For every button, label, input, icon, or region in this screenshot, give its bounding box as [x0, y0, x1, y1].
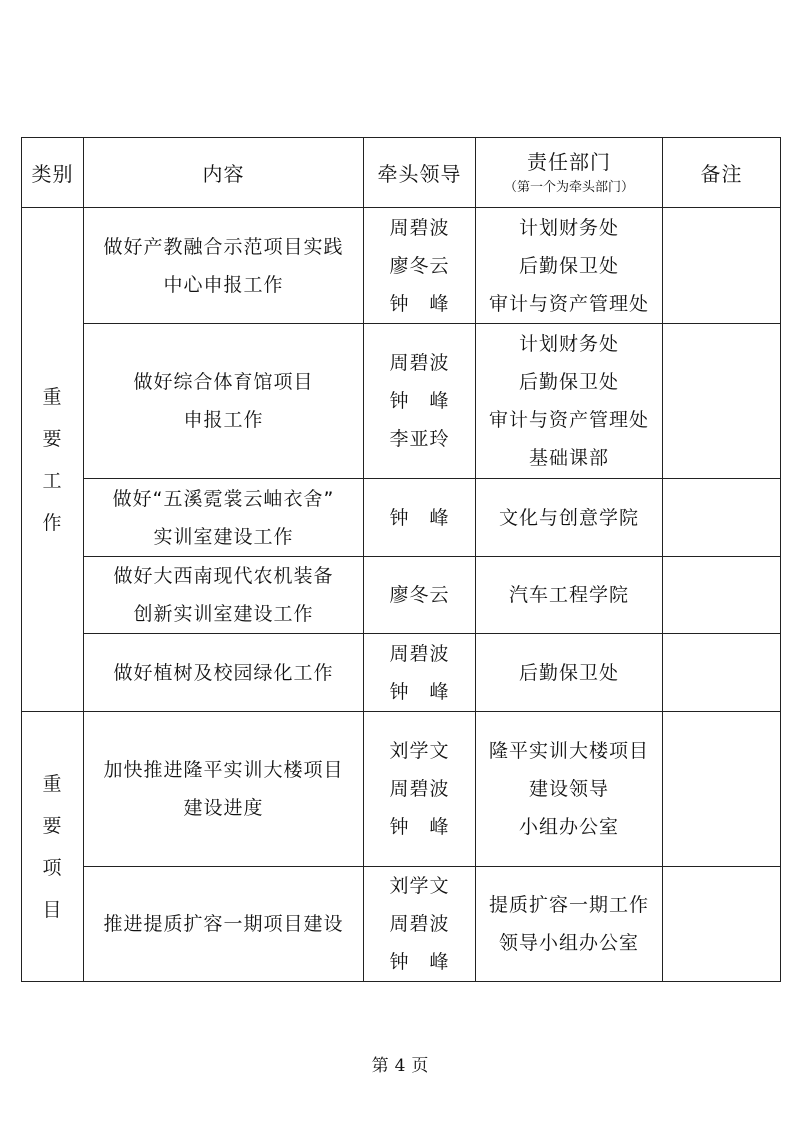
- department-cell: [476, 479, 663, 557]
- department-cell-line: 建设领导: [528, 778, 609, 800]
- header-department-note: （第一个为牵头部门）: [503, 179, 634, 195]
- content-cell: [84, 557, 364, 634]
- remarks-cell: [663, 712, 781, 867]
- page-footer: [0, 1051, 800, 1076]
- header-category: 类别: [22, 138, 84, 208]
- page-number: 4: [394, 1056, 406, 1076]
- content-cell-line: 申报工作: [183, 409, 264, 431]
- department-cell: [476, 208, 663, 324]
- leader-cell-line: 周碧波: [389, 642, 450, 665]
- table-row: [22, 634, 781, 712]
- remarks-cell: [663, 557, 781, 634]
- department-cell-line: 后勤保卫处: [518, 661, 619, 684]
- leader-cell-line: 钟 峰: [389, 816, 450, 838]
- content-cell-line: 做好植树及校园绿化工作: [113, 661, 334, 684]
- task-table: [21, 137, 781, 982]
- footer-suffix: 页: [411, 1056, 429, 1076]
- table-row: [22, 208, 781, 324]
- leader-cell-line: 廖冬云: [389, 254, 450, 277]
- leader-cell-line: 周碧波: [389, 352, 450, 374]
- department-cell-line: 计划财务处: [518, 216, 619, 239]
- category-cell-line: 重: [42, 385, 63, 408]
- leader-cell-line: 刘学文: [389, 875, 450, 897]
- department-cell-line: 汽车工程学院: [508, 584, 629, 606]
- leader-cell-line: 钟 峰: [389, 292, 450, 315]
- department-cell: [476, 634, 663, 712]
- leader-cell-line: 钟 峰: [389, 506, 450, 529]
- leader-cell-line: 周碧波: [389, 913, 450, 935]
- category-cell-line: 作: [42, 511, 63, 534]
- table-row: [22, 712, 781, 867]
- department-cell-line: 审计与资产管理处: [488, 292, 649, 315]
- category-cell-line: 项: [42, 856, 63, 879]
- header-remarks: 备注: [663, 138, 781, 208]
- content-cell-line: 中心申报工作: [163, 273, 284, 296]
- department-cell: [476, 712, 663, 867]
- department-cell-line: 提质扩容一期工作: [488, 894, 649, 916]
- category-cell-line: 要: [42, 427, 63, 450]
- leader-cell: [364, 867, 476, 982]
- leader-cell-line: 廖冬云: [389, 584, 450, 606]
- department-cell: [476, 867, 663, 982]
- leader-cell: [364, 479, 476, 557]
- category-cell: [22, 208, 84, 712]
- department-cell-line: 计划财务处: [518, 333, 619, 355]
- content-cell: [84, 208, 364, 324]
- department-cell: [476, 557, 663, 634]
- remarks-cell: [663, 479, 781, 557]
- content-cell: [84, 712, 364, 867]
- remarks-cell: [663, 634, 781, 712]
- department-cell-line: 隆平实训大楼项目: [488, 740, 649, 762]
- footer-prefix: 第: [371, 1056, 389, 1076]
- header-department: [476, 138, 663, 208]
- content-cell-line: 创新实训室建设工作: [133, 603, 314, 625]
- category-cell: [22, 712, 84, 982]
- header-content: 内容: [84, 138, 364, 208]
- content-cell: [84, 634, 364, 712]
- department-cell-line: 小组办公室: [518, 816, 619, 838]
- leader-cell-line: 李亚玲: [389, 428, 450, 450]
- leader-cell-line: 周碧波: [389, 778, 450, 800]
- remarks-cell: [663, 867, 781, 982]
- leader-cell-line: 刘学文: [389, 740, 450, 762]
- remarks-cell: [663, 208, 781, 324]
- leader-cell-line: 钟 峰: [389, 680, 450, 703]
- leader-cell: [364, 634, 476, 712]
- department-cell-line: 后勤保卫处: [518, 254, 619, 277]
- table-row: [22, 479, 781, 557]
- category-cell-line: 重: [42, 772, 63, 795]
- category-cell-line: 目: [42, 898, 63, 921]
- table-row: [22, 324, 781, 479]
- content-cell-line: 实训室建设工作: [153, 525, 294, 548]
- header-leader: 牵头领导: [364, 138, 476, 208]
- content-cell-line: 推进提质扩容一期项目建设: [103, 913, 344, 935]
- category-cell-line: 要: [42, 814, 63, 837]
- content-cell: [84, 867, 364, 982]
- remarks-cell: [663, 324, 781, 479]
- leader-cell: [364, 208, 476, 324]
- leader-cell: [364, 557, 476, 634]
- table-row: [22, 867, 781, 982]
- header-row: [22, 138, 781, 208]
- department-cell-line: 文化与创意学院: [498, 506, 639, 529]
- content-cell: [84, 324, 364, 479]
- table-row: [22, 557, 781, 634]
- leader-cell: [364, 712, 476, 867]
- content-cell-line: 加快推进隆平实训大楼项目: [103, 759, 344, 781]
- category-cell-line: 工: [42, 469, 63, 492]
- leader-cell-line: 钟 峰: [389, 951, 450, 973]
- header-department-title: 责任部门: [527, 149, 611, 174]
- department-cell-line: 领导小组办公室: [498, 932, 639, 954]
- leader-cell: [364, 324, 476, 479]
- department-cell: [476, 324, 663, 479]
- content-cell-line: 建设进度: [183, 797, 264, 819]
- content-cell-line: 做好大西南现代农机装备: [113, 565, 334, 587]
- content-cell: [84, 479, 364, 557]
- department-cell-line: 审计与资产管理处: [488, 409, 649, 431]
- department-cell-line: 基础课部: [528, 447, 609, 469]
- leader-cell-line: 周碧波: [389, 216, 450, 239]
- content-cell-line: 做好综合体育馆项目: [133, 371, 314, 393]
- content-cell-line: 做好产教融合示范项目实践: [103, 235, 344, 258]
- content-cell-line: 做好“五溪霓裳云岫衣舍”: [112, 487, 335, 510]
- leader-cell-line: 钟 峰: [389, 390, 450, 412]
- department-cell-line: 后勤保卫处: [518, 371, 619, 393]
